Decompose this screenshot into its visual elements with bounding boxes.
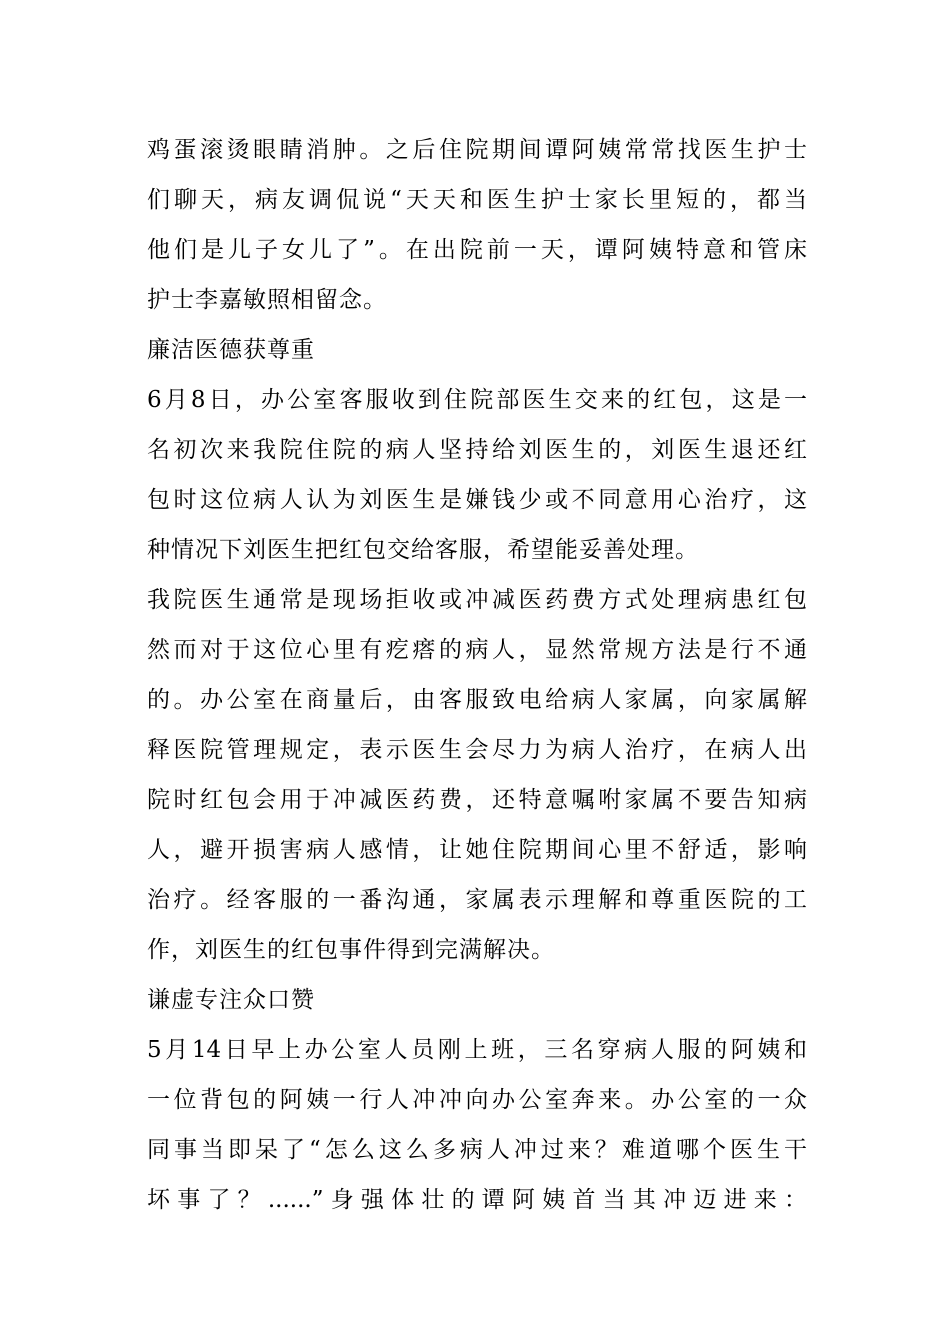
text-line: 院时红包会用于冲减医药费，还特意嘱咐家属不要告知病 bbox=[147, 787, 807, 813]
text-line: 释医院管理规定，表示医生会尽力为病人治疗，在病人出 bbox=[147, 737, 807, 763]
text-line: 一位背包的阿姨一行人冲冲向办公室奔来。办公室的一众 bbox=[147, 1087, 807, 1113]
text-line: 他们是儿子女儿了”。在出院前一天，谭阿姨特意和管床 bbox=[147, 237, 807, 263]
text-line: 的。办公室在商量后，由客服致电给病人家属，向家属解 bbox=[147, 687, 807, 713]
text-line: 我院医生通常是现场拒收或冲减医药费方式处理病患红包 bbox=[147, 587, 807, 613]
text-line: 5月14日早上办公室人员刚上班，三名穿病人服的阿姨和 bbox=[147, 1037, 807, 1063]
text-line: 护士李嘉敏照相留念。 bbox=[147, 287, 387, 313]
text-line: 6月8日，办公室客服收到住院部医生交来的红包，这是一 bbox=[147, 387, 807, 413]
text-line: 作，刘医生的红包事件得到完满解决。 bbox=[147, 937, 555, 963]
text-line: 然而对于这位心里有疙瘩的病人，显然常规方法是行不通 bbox=[147, 637, 807, 663]
text-line: 包时这位病人认为刘医生是嫌钱少或不同意用心治疗，这 bbox=[147, 487, 807, 513]
text-line: 们聊天，病友调侃说“天天和医生护士家长里短的，都当 bbox=[147, 187, 807, 213]
section-heading: 廉洁医德获尊重 bbox=[147, 337, 315, 363]
text-line: 种情况下刘医生把红包交给客服，希望能妥善处理。 bbox=[147, 537, 699, 563]
section-heading: 谦虚专注众口赞 bbox=[147, 987, 315, 1013]
text-line: 人，避开损害病人感情，让她住院期间心里不舒适，影响 bbox=[147, 837, 807, 863]
text-line: 治疗。经客服的一番沟通，家属表示理解和尊重医院的工 bbox=[147, 887, 807, 913]
text-line: 坏事了？......”身强体壮的谭阿姨首当其冲迈进来： bbox=[147, 1187, 807, 1213]
text-line: 同事当即呆了“怎么这么多病人冲过来？难道哪个医生干 bbox=[147, 1137, 807, 1163]
text-line: 名初次来我院住院的病人坚持给刘医生的，刘医生退还红 bbox=[147, 437, 807, 463]
text-line: 鸡蛋滚烫眼睛消肿。之后住院期间谭阿姨常常找医生护士 bbox=[147, 137, 807, 163]
